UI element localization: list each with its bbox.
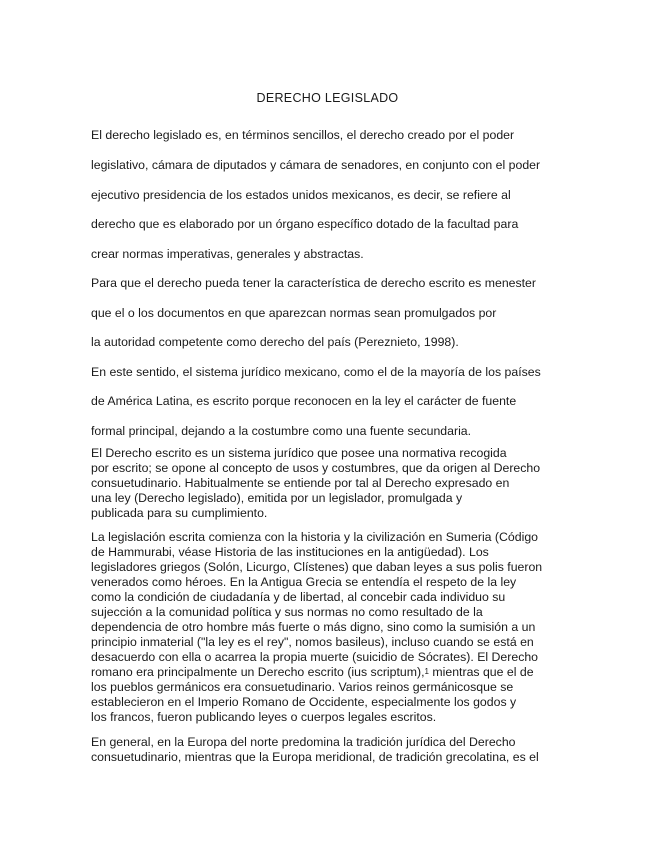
page-title: DERECHO LEGISLADO xyxy=(256,91,399,105)
paragraph-1-line: legislativo, cámara de diputados y cámara de senadores, en conjunto con el poder xyxy=(91,158,541,172)
paragraph-2-line: Para que el derecho pueda tener la característica de derecho escrito es menester xyxy=(91,276,536,290)
paragraph-5-line: La legislación escrita comienza con la historia y la civilización en Sumeria (Código xyxy=(91,530,538,544)
paragraph-5-text: mientras que el de xyxy=(428,665,534,679)
paragraph-5-line: dependencia de otro hombre más fuerte o más digno, sino como la sumisión a un xyxy=(91,620,536,634)
paragraph-5-line: como la condición de ciudadanía y de libertad, al concebir cada individuo su xyxy=(91,590,506,604)
paragraph-5-line: desacuerdo con ella o acarrea la propia muerte (suicidio de Sócrates). El Derecho xyxy=(91,650,539,664)
paragraph-1-line: crear normas imperativas, generales y abstractas. xyxy=(91,247,364,261)
paragraph-5-line: venerados como héroes. En la Antigua Grecia se entendía el respeto de la ley xyxy=(91,575,517,589)
paragraph-1-line: ejecutivo presidencia de los estados unidos mexicanos, es decir, se refiere al xyxy=(91,188,511,202)
paragraph-4-line: por escrito; se opone al concepto de usos y costumbres, que da origen al Derecho xyxy=(91,461,541,475)
paragraph-4-line: El Derecho escrito es un sistema jurídico que posee una normativa recogida xyxy=(91,446,507,460)
paragraph-5-line: los francos, fueron publicando leyes o cuerpos legales escritos. xyxy=(91,710,437,724)
paragraph-3-line: de América Latina, es escrito porque reconocen en la ley el carácter de fuente xyxy=(91,394,517,408)
paragraph-2-line: la autoridad competente como derecho del país (Pereznieto, 1998). xyxy=(91,335,459,349)
paragraph-4-line: publicada para su cumplimiento. xyxy=(91,506,268,520)
paragraph-6-line: En general, en la Europa del norte predomina la tradición jurídica del Derecho xyxy=(91,735,516,749)
paragraph-5-line: establecieron en el Imperio Romano de Occidente, especialmente los godos y xyxy=(91,695,517,709)
paragraph-5-line: sujección a la comunidad política y sus normas no como resultado de la xyxy=(91,605,483,619)
paragraph-5-line xyxy=(91,665,534,680)
paragraph-6-line: consuetudinario, mientras que la Europa meridional, de tradición grecolatina, es el xyxy=(91,750,539,764)
paragraph-4-line: una ley (Derecho legislado), emitida por un legislador, promulgada y xyxy=(91,491,463,505)
paragraph-4-line: consuetudinario. Habitualmente se entiende por tal al Derecho expresado en xyxy=(91,476,510,490)
paragraph-1-line: El derecho legislado es, en términos sencillos, el derecho creado por el poder xyxy=(91,128,515,142)
paragraph-5-line: de Hammurabi, véase Historia de las instituciones en la antigüedad). Los xyxy=(91,545,489,559)
footnote-marker[interactable]: 1 xyxy=(424,667,429,676)
paragraph-5-line: principio inmaterial ("la ley es el rey", nomos basileus), incluso cuando se está en xyxy=(91,635,534,649)
paragraph-1-line: derecho que es elaborado por un órgano específico dotado de la facultad para xyxy=(91,217,519,231)
paragraph-5-text: romano era principalmente un Derecho escrito (ius scriptum), xyxy=(91,665,425,679)
paragraph-2-line: que el o los documentos en que aparezcan normas sean promulgados por xyxy=(91,306,497,320)
paragraph-5-line: legisladores griegos (Solón, Licurgo, Clístenes) que daban leyes a sus polis fueron xyxy=(91,560,543,574)
paragraph-3-line: En este sentido, el sistema jurídico mexicano, como el de la mayoría de los países xyxy=(91,365,541,379)
paragraph-5-line: los pueblos germánicos era consuetudinario. Varios reinos germánicosque se xyxy=(91,680,514,694)
paragraph-3-line: formal principal, dejando a la costumbre como una fuente secundaria. xyxy=(91,424,472,438)
